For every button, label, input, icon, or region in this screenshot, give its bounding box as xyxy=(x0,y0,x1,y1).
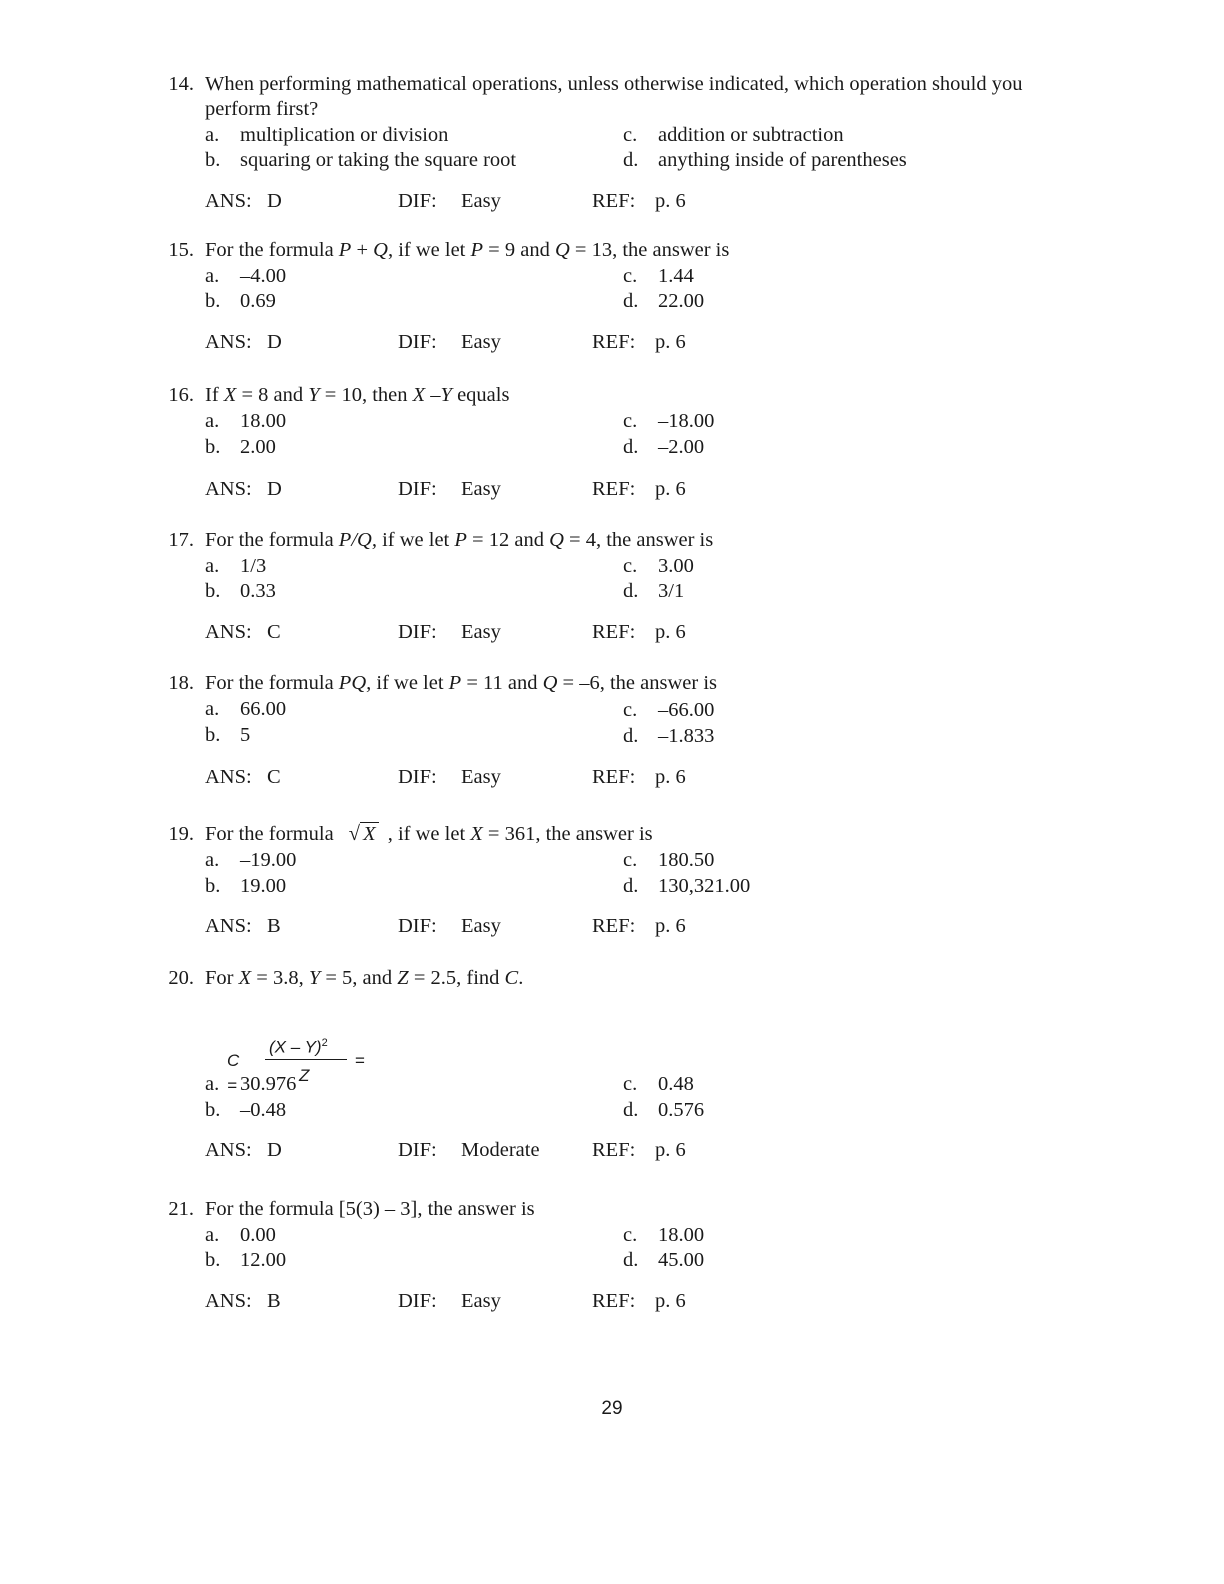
answer-key: ANS: D DIF: Moderate REF: p. 6 xyxy=(205,1139,686,1161)
question-15 xyxy=(160,238,1100,355)
question-21 xyxy=(160,1197,1100,1314)
option-d: d. –1.833 xyxy=(623,725,715,747)
difficulty-value: Easy xyxy=(461,915,501,937)
option-b: b. squaring or taking the square root xyxy=(205,149,517,171)
question-17 xyxy=(160,528,1100,645)
option-c: c. 3.00 xyxy=(623,555,694,577)
question-stem: If X = 8 and Y = 10, then X –Y equals xyxy=(205,384,510,406)
answer-options xyxy=(205,264,1100,314)
question-18 xyxy=(160,671,1100,790)
option-d: d. 3/1 xyxy=(623,580,685,602)
option-d: d. 0.576 xyxy=(623,1099,705,1121)
option-a: a. 18.00 xyxy=(205,410,287,432)
question-number: 20. xyxy=(168,967,194,989)
question-stem: For the formula PQ, if we let P = 11 and Q = –6, the answer is xyxy=(205,672,718,694)
option-b: b. 0.33 xyxy=(205,580,276,602)
formula-lhs: C = xyxy=(227,1051,240,1095)
option-a: a. –19.00 xyxy=(205,849,297,871)
question-stem: For X = 3.8, Y = 5, and Z = 2.5, find C. xyxy=(205,967,524,989)
formula-trailing-equals: = xyxy=(355,1051,365,1070)
question-stem: For the formula √ X , if we let X = 361, the answer is xyxy=(205,823,653,845)
answer-value: D xyxy=(267,331,282,353)
reference-value: p. 6 xyxy=(655,478,686,500)
answer-value: C xyxy=(267,766,281,788)
reference-value: p. 6 xyxy=(655,1290,686,1312)
question-stem: For the formula [5(3) – 3], the answer is xyxy=(205,1198,535,1220)
option-b: b. 12.00 xyxy=(205,1249,287,1271)
option-b: b. 19.00 xyxy=(205,875,287,897)
question-19 xyxy=(160,822,1100,939)
difficulty-value: Moderate xyxy=(461,1139,540,1161)
formula-numerator: (X – Y)$^2$ xyxy=(269,1037,328,1057)
option-b: b. 0.69 xyxy=(205,290,276,312)
option-a: a. –4.00 xyxy=(205,265,287,287)
option-d: d. 130,321.00 xyxy=(623,875,751,897)
answer-key: ANS: D DIF: Easy REF: p. 6 xyxy=(205,331,686,353)
option-b: b. –0.48 xyxy=(205,1099,287,1121)
option-c: c. 18.00 xyxy=(623,1224,705,1246)
answer-options xyxy=(205,1072,1100,1122)
page-number: 29 xyxy=(601,1398,623,1419)
question-number: 18. xyxy=(168,672,194,694)
difficulty-value: Easy xyxy=(461,331,501,353)
formula-denominator: Z xyxy=(299,1066,310,1085)
option-a: a. 1/3 xyxy=(205,555,267,577)
option-b: b. 2.00 xyxy=(205,436,276,458)
difficulty-value: Easy xyxy=(461,621,501,643)
answer-value: B xyxy=(267,1290,281,1312)
answer-key: ANS: D DIF: Easy REF: p. 6 xyxy=(205,478,686,500)
question-number: 16. xyxy=(168,384,194,406)
answer-key: ANS: D DIF: Easy REF: p. 6 xyxy=(205,190,686,212)
question-number: 15. xyxy=(168,239,194,261)
answer-value: B xyxy=(267,915,281,937)
answer-value: D xyxy=(267,478,282,500)
option-a: a. 66.00 xyxy=(205,698,287,720)
reference-value: p. 6 xyxy=(655,915,686,937)
reference-value: p. 6 xyxy=(655,1139,686,1161)
answer-key: ANS: B DIF: Easy REF: p. 6 xyxy=(205,1290,686,1312)
option-b: b. 5 xyxy=(205,724,251,746)
option-c: c. –18.00 xyxy=(623,410,715,432)
question-14 xyxy=(160,72,1100,214)
answer-key: ANS: C DIF: Easy REF: p. 6 xyxy=(205,766,686,788)
fraction-bar xyxy=(265,1059,347,1060)
answer-options xyxy=(205,1223,1100,1273)
option-a: a. 30.976 xyxy=(205,1073,297,1095)
question-number: 21. xyxy=(168,1198,194,1220)
difficulty-value: Easy xyxy=(461,766,501,788)
option-d: d. 22.00 xyxy=(623,290,705,312)
reference-value: p. 6 xyxy=(655,766,686,788)
answer-value: D xyxy=(267,190,282,212)
option-c: c. 0.48 xyxy=(623,1073,694,1095)
question-stem: When performing mathematical operations, unless otherwise indicated, which operation should you perform first? xyxy=(205,73,1023,120)
option-a: a. 0.00 xyxy=(205,1224,276,1246)
difficulty-value: Easy xyxy=(461,1290,501,1312)
difficulty-value: Easy xyxy=(461,478,501,500)
answer-options xyxy=(205,409,1100,459)
option-c: c. 1.44 xyxy=(623,265,694,287)
answer-key: ANS: B DIF: Easy REF: p. 6 xyxy=(205,915,686,937)
answer-options xyxy=(205,697,1100,747)
answer-options xyxy=(205,554,1100,604)
question-20 xyxy=(160,966,1100,1163)
option-a: a. multiplication or division xyxy=(205,124,449,146)
question-number: 19. xyxy=(168,823,194,845)
question-16 xyxy=(160,383,1100,502)
reference-value: p. 6 xyxy=(655,621,686,643)
question-stem: For the formula P + Q, if we let P = 9 and Q = 13, the answer is xyxy=(205,239,730,261)
option-d: d. anything inside of parentheses xyxy=(623,149,907,171)
reference-value: p. 6 xyxy=(655,331,686,353)
answer-options xyxy=(205,123,1100,173)
option-d: d. 45.00 xyxy=(623,1249,705,1271)
option-c: c. 180.50 xyxy=(623,849,715,871)
difficulty-value: Easy xyxy=(461,190,501,212)
answer-options xyxy=(205,848,1100,898)
answer-key: ANS: C DIF: Easy REF: p. 6 xyxy=(205,621,686,643)
question-number: 17. xyxy=(168,529,194,551)
option-c: c. –66.00 xyxy=(623,699,715,721)
reference-value: p. 6 xyxy=(655,190,686,212)
question-stem: For the formula P/Q, if we let P = 12 and Q = 4, the answer is xyxy=(205,529,714,551)
question-number: 14. xyxy=(168,73,194,95)
option-d: d. –2.00 xyxy=(623,436,705,458)
answer-value: C xyxy=(267,621,281,643)
answer-value: D xyxy=(267,1139,282,1161)
square-root-formula: √ X xyxy=(349,822,379,847)
option-c: c. addition or subtraction xyxy=(623,124,844,146)
